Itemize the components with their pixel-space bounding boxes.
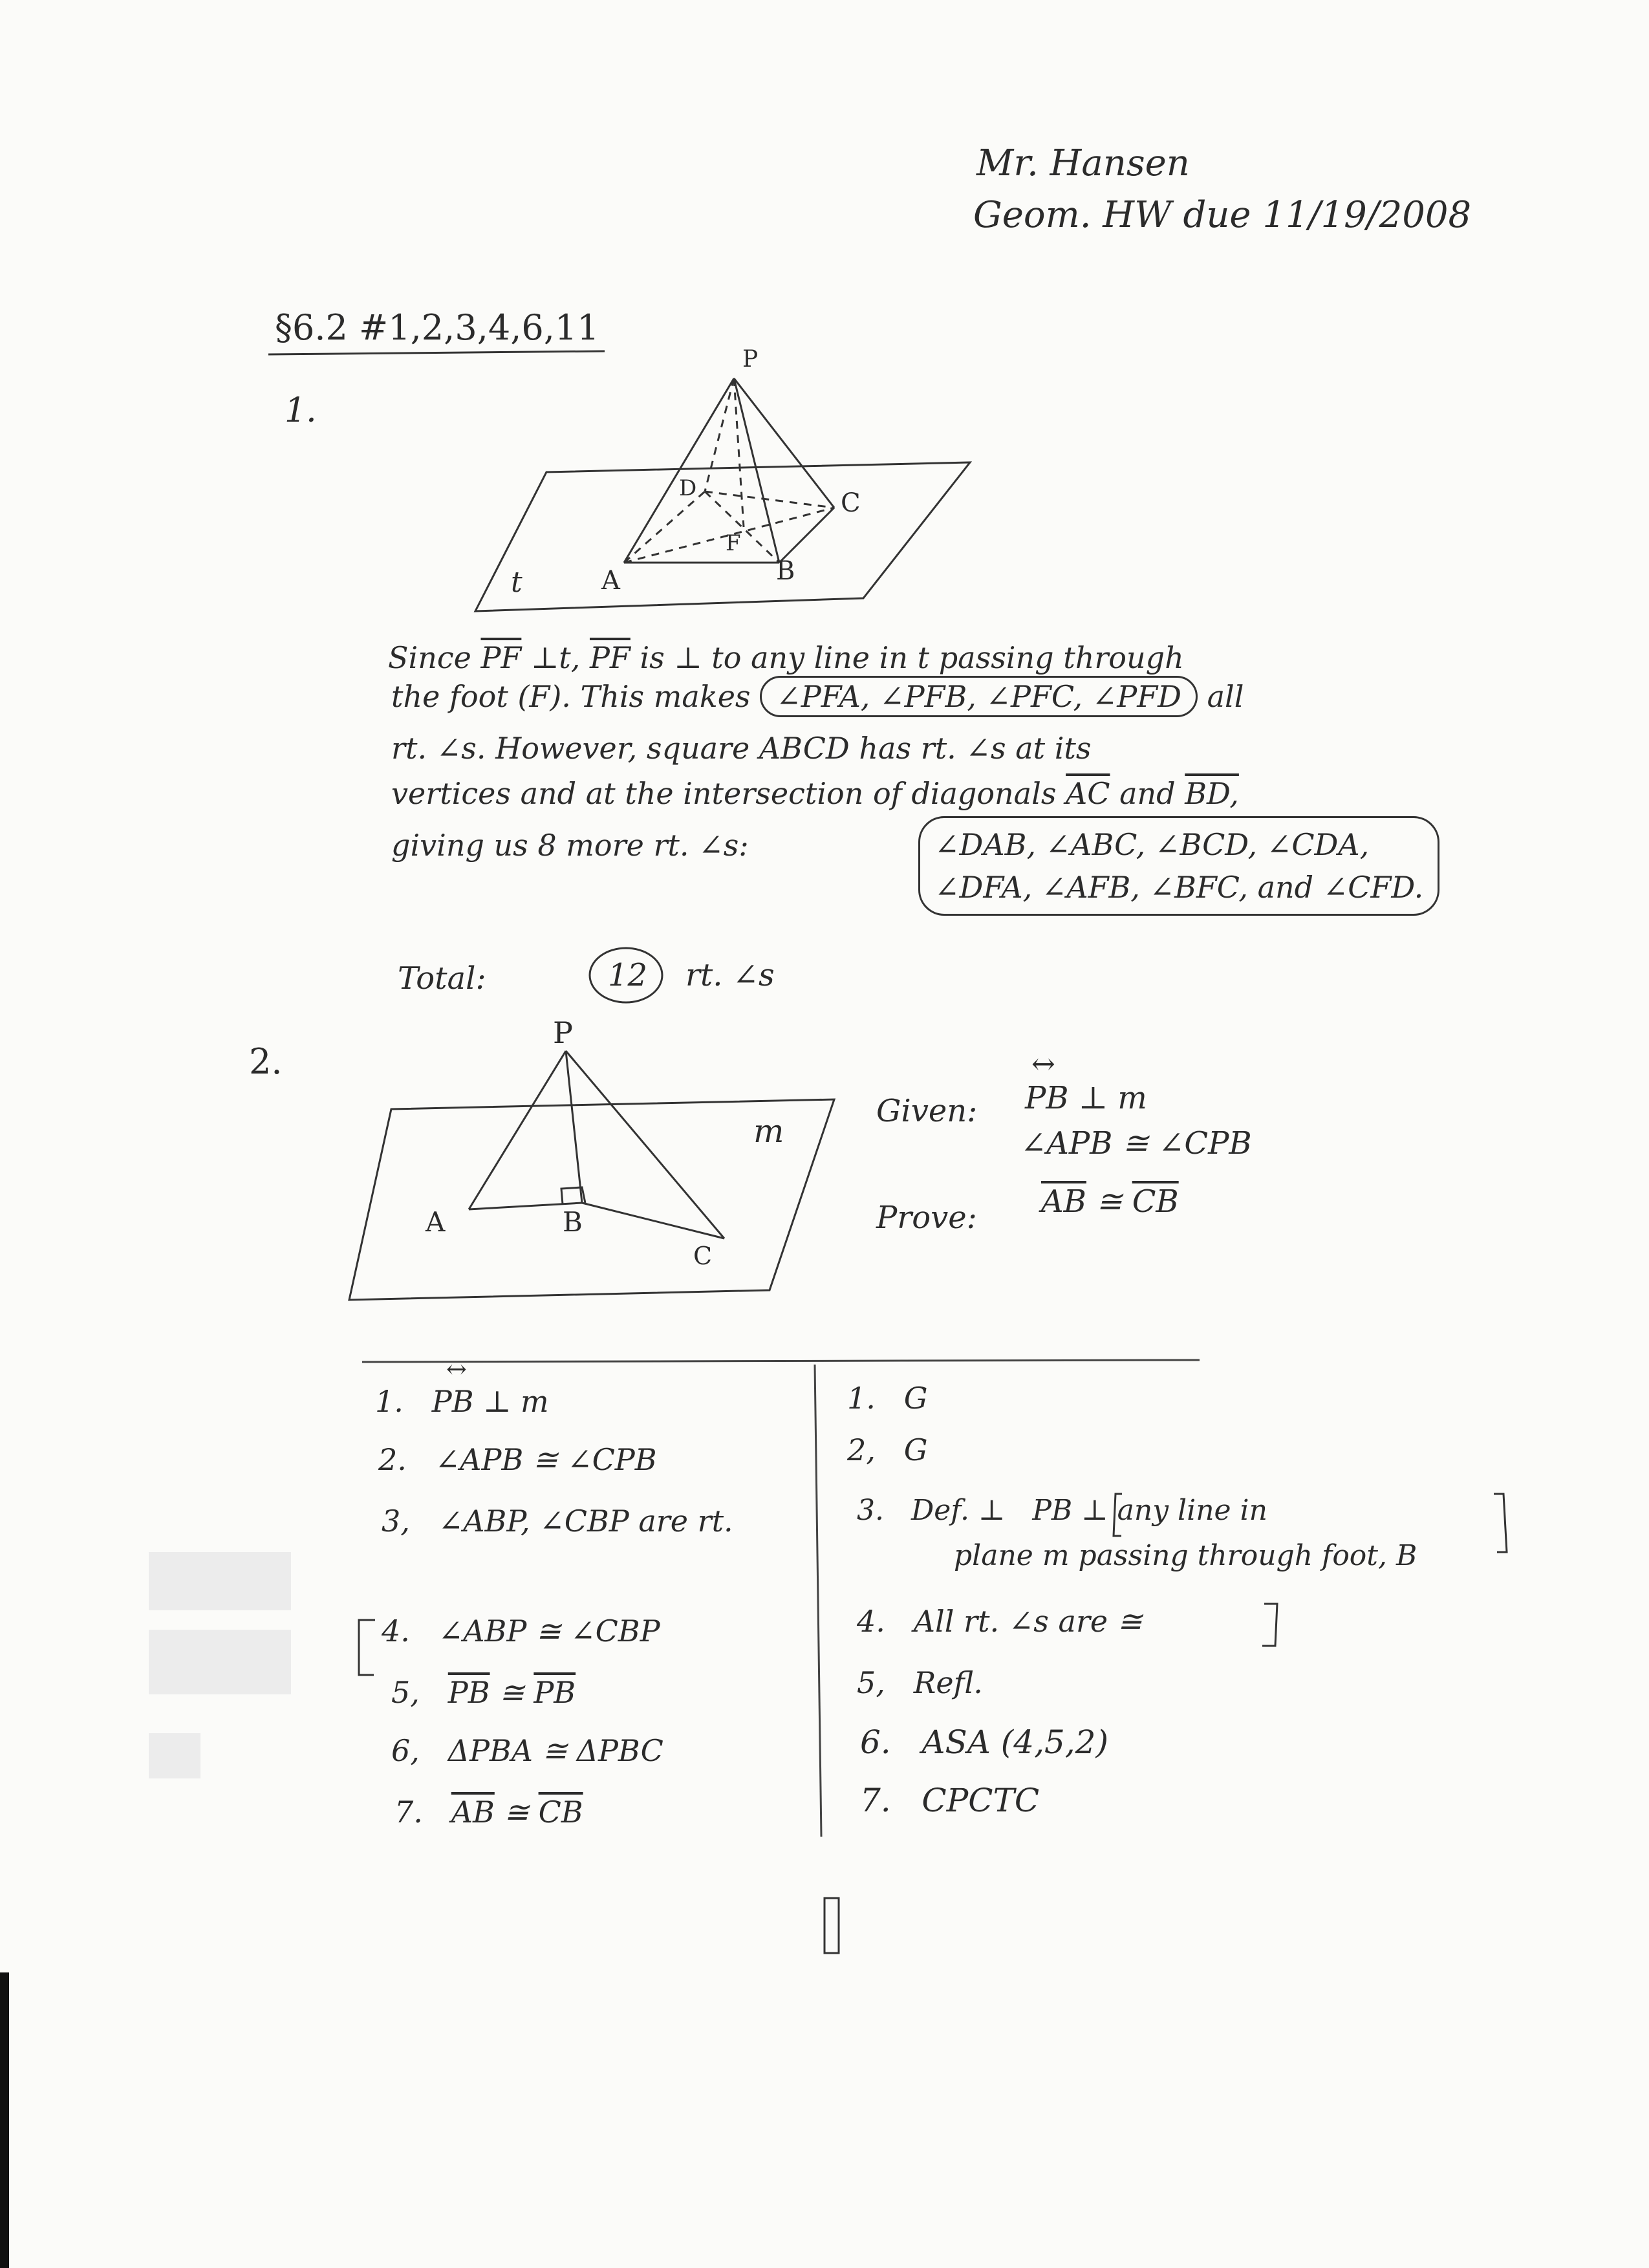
text: the foot (F). This makes (391, 679, 751, 714)
label-P: P (742, 346, 759, 373)
segment-AB: $\overline{AB}$ (451, 1795, 495, 1830)
prove-label: Prove: (876, 1200, 977, 1236)
segment-CB: $\overline{CB}$ (538, 1795, 583, 1830)
given-2: ∠APB ≅ ∠CPB (1020, 1125, 1252, 1161)
statement-4 (382, 1614, 660, 1648)
text: ≅ (499, 1675, 524, 1710)
triangle-figure (469, 1051, 724, 1238)
step-number: 1. (375, 1384, 404, 1419)
reason-2 (847, 1432, 928, 1467)
teacher-name: Mr. Hansen (976, 142, 1190, 184)
proof-horizontal-rule (362, 1360, 1200, 1362)
boxed-angles-square (918, 816, 1439, 916)
statement-1 (375, 1384, 549, 1419)
label-A2: A (426, 1206, 446, 1238)
text: Refl. (913, 1665, 983, 1700)
text: vertices and at the intersection of diagonals (391, 776, 1057, 811)
text: ∠DFA, ∠AFB, ∠BFC, and ∠CFD. (934, 870, 1424, 905)
p1-line-1 (388, 640, 1184, 675)
text: ≅ (1096, 1183, 1123, 1220)
text: ASA (4,5,2) (921, 1723, 1109, 1761)
text: is ⊥ to any line in t passing through (640, 640, 1184, 675)
step-number: 4. (382, 1614, 410, 1648)
label-B: B (776, 556, 795, 586)
given-label: Given: (876, 1093, 978, 1129)
text: Def. ⊥ (911, 1494, 1006, 1527)
statement-3 (382, 1504, 733, 1539)
given-1 (1025, 1080, 1147, 1116)
p1-line-5 (391, 828, 749, 863)
problem-1-number: 1. (285, 391, 317, 430)
text: ⊥ any line in (1081, 1494, 1267, 1527)
segment-AC: $\overline{AC}$ (1066, 776, 1110, 811)
step-number: 3, (382, 1504, 410, 1539)
section-title: §6.2 #1,2,3,4,6,11 (275, 307, 599, 348)
boxed-angles-pf: ∠PFA, ∠PFB, ∠PFC, ∠PFD (760, 676, 1198, 717)
statement-6 (391, 1733, 663, 1768)
end-of-proof-box (824, 1898, 839, 1953)
text: ∠DAB, ∠ABC, ∠BCD, ∠CDA, (934, 827, 1370, 862)
p1-line-3: rt. ∠s. However, square ABCD has rt. ∠s at its (391, 731, 1092, 766)
assignment-due: Geom. HW due 11/19/2008 (973, 194, 1472, 236)
text: ∠APB ≅ ∠CPB (435, 1442, 657, 1477)
label-F: F (726, 530, 741, 556)
segment-PF: $\overline{PF}$ (589, 640, 630, 675)
step-number: 3. (857, 1494, 884, 1527)
proof-arrow: ↔ (446, 1355, 467, 1383)
statement-5 (391, 1675, 576, 1710)
text: ⊥t, (530, 640, 581, 675)
total-value: 12 (608, 957, 648, 993)
prove-statement (1041, 1183, 1179, 1220)
reason-1 (847, 1381, 928, 1416)
step-number: 1. (847, 1381, 876, 1416)
segment-PB: $\overline{PB}$ (534, 1675, 576, 1710)
text: all (1207, 679, 1244, 714)
text: and (1119, 776, 1176, 811)
given-arrow: ↔ (1031, 1048, 1055, 1081)
label-C2: C (693, 1242, 713, 1270)
reason-4 (857, 1604, 1142, 1639)
text: CPCTC (921, 1782, 1040, 1819)
step-number: 5, (857, 1665, 885, 1700)
reason-3-cont: plane m passing through foot, B (954, 1539, 1417, 1572)
text: ≅ (504, 1795, 529, 1830)
text: ΔPBA ≅ ΔPBC (447, 1733, 663, 1768)
text: ∠ABP, ∠CBP are rt. (438, 1504, 733, 1539)
segment-BD: BD, (1185, 776, 1239, 811)
text: G (903, 1432, 928, 1467)
label-P2: P (553, 1015, 573, 1050)
segment-CB: $\overline{CB}$ (1132, 1183, 1179, 1220)
text: ⊥ m (1078, 1080, 1147, 1116)
text: All rt. ∠s are ≅ (913, 1604, 1143, 1639)
label-C: C (841, 488, 861, 518)
label-m: m (753, 1112, 784, 1150)
line-PB: PB (1032, 1494, 1073, 1527)
p1-line-4 (391, 776, 1239, 811)
proof-vertical-rule (815, 1365, 821, 1837)
step-number: 2. (378, 1442, 407, 1477)
step-number: 2, (847, 1432, 876, 1467)
line-PB: PB (1025, 1080, 1069, 1116)
segment-AB: $\overline{AB}$ (1041, 1183, 1086, 1220)
step-number: 4. (857, 1604, 885, 1639)
label-B2: B (563, 1206, 583, 1238)
text: ∠ABP ≅ ∠CBP (438, 1614, 660, 1648)
reason-7 (860, 1782, 1039, 1819)
reason-3 (857, 1494, 1267, 1527)
reason-5 (857, 1665, 983, 1700)
segment-PB: $\overline{PB}$ (447, 1675, 490, 1710)
statement-7 (394, 1795, 583, 1830)
segment-PF: $\overline{PF}$ (480, 640, 522, 675)
problem-2-number: 2. (249, 1041, 283, 1082)
step-number: 7. (860, 1782, 891, 1819)
label-t: t (511, 566, 523, 599)
text: ⊥ m (483, 1384, 549, 1419)
text: Since (388, 640, 471, 675)
statement-2 (378, 1442, 657, 1477)
step-number: 7. (394, 1795, 423, 1830)
label-D: D (679, 475, 697, 501)
p1-line-2 (391, 679, 1244, 714)
line-PB: PB (431, 1384, 474, 1419)
total-unit: rt. ∠s (685, 957, 775, 993)
total-label: Total: (398, 960, 486, 997)
text: giving us 8 more rt. ∠s: (391, 828, 749, 863)
step-number: 6. (860, 1723, 891, 1761)
step-number: 5, (391, 1675, 420, 1710)
reason-6 (860, 1723, 1108, 1761)
label-A: A (601, 566, 620, 596)
text: G (903, 1381, 928, 1416)
step-number: 6, (391, 1733, 420, 1768)
